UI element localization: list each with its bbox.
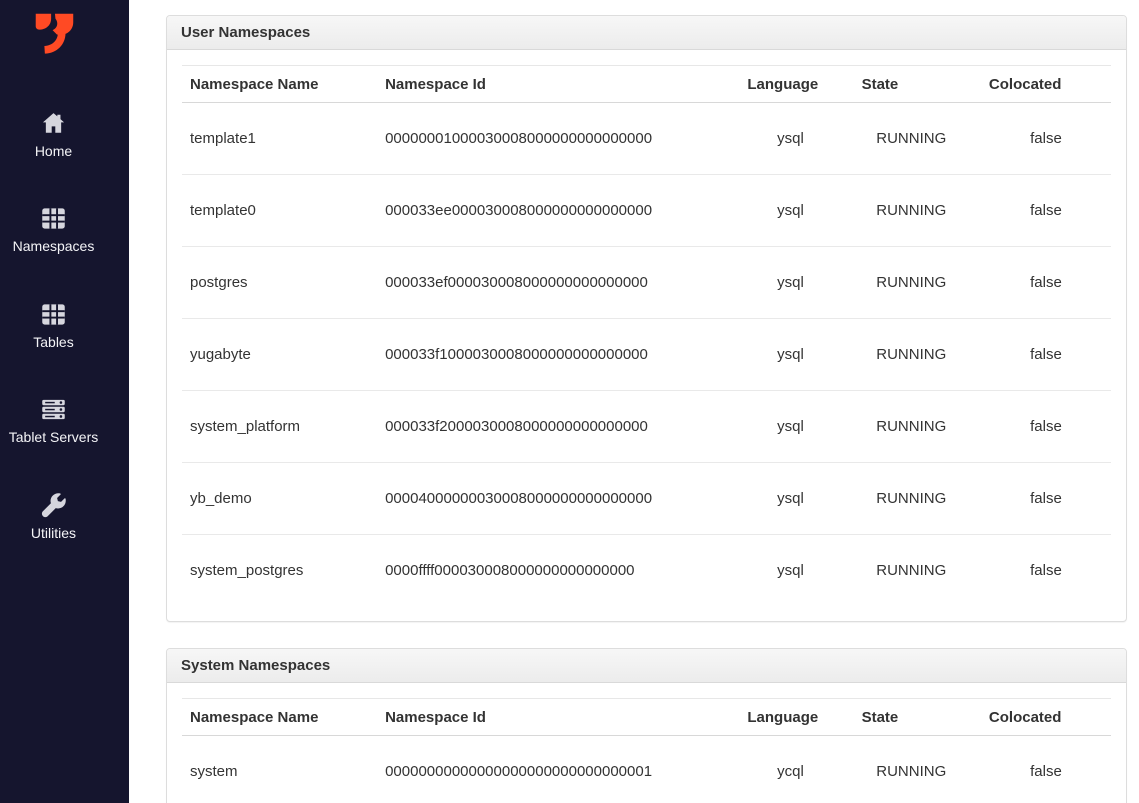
cell-namespace-name: template1 [182,103,377,175]
user-namespaces-table [182,65,1111,606]
table-row [182,535,1111,607]
table-row [182,247,1111,319]
table-header-row [182,66,1111,103]
cell-colocated: false [981,463,1111,535]
col-header-state: State [842,66,981,103]
col-header-namespace-name: Namespace Name [182,699,377,736]
panel-title: User Namespaces [167,16,1126,50]
panel-title: System Namespaces [167,649,1126,683]
cell-namespace-name: system_platform [182,391,377,463]
col-header-language: Language [739,699,841,736]
col-header-namespace-id: Namespace Id [377,699,739,736]
cell-namespace-id: 000033ef000030008000000000000000 [377,247,739,319]
col-header-language: Language [739,66,841,103]
table-grid-icon [40,205,67,232]
table-row [182,463,1111,535]
system-namespaces-panel [166,648,1127,803]
table-row [182,103,1111,175]
sidebar-item-home[interactable] [9,110,98,159]
cell-namespace-id: 00004000000030008000000000000000 [377,463,739,535]
cell-namespace-id: 000033f1000030008000000000000000 [377,319,739,391]
panel-body [167,50,1126,621]
sidebar-item-label: Home [34,143,73,159]
sidebar-item-tablet-servers[interactable] [9,396,98,445]
sidebar-item-label: Utilities [30,524,77,541]
cell-state: RUNNING [842,391,981,463]
cell-namespace-id: 00000000000000000000000000000001 [377,736,739,803]
cell-namespace-name: yugabyte [182,319,377,391]
cell-namespace-id: 000033f2000030008000000000000000 [377,391,739,463]
home-icon [40,110,67,137]
cell-language: ysql [739,463,841,535]
col-header-colocated: Colocated [981,699,1111,736]
sidebar-item-label: Namespaces [12,238,95,255]
cell-colocated: false [981,247,1111,319]
table-row [182,736,1111,803]
cell-state: RUNNING [842,535,981,607]
cell-state: RUNNING [842,736,981,803]
sidebar-item-label: Tablet Servers [8,429,99,446]
table-grid-icon [40,301,67,328]
cell-colocated: false [981,103,1111,175]
cell-namespace-name: postgres [182,247,377,319]
main-content [129,0,1139,803]
cell-state: RUNNING [842,103,981,175]
server-stack-icon [40,396,67,423]
cell-colocated: false [981,319,1111,391]
wrench-icon [40,492,67,519]
cell-colocated: false [981,391,1111,463]
sidebar-item-label: Tables [33,333,74,350]
cell-state: RUNNING [842,319,981,391]
cell-language: ysql [739,175,841,247]
cell-namespace-id: 00000001000030008000000000000000 [377,103,739,175]
sidebar-item-tables[interactable] [9,301,98,350]
cell-language: ysql [739,103,841,175]
table-row [182,319,1111,391]
table-row [182,175,1111,247]
col-header-colocated: Colocated [981,66,1111,103]
sidebar-nav [9,110,98,587]
cell-language: ysql [739,535,841,607]
system-namespaces-table [182,698,1111,803]
cell-namespace-name: system_postgres [182,535,377,607]
cell-colocated: false [981,736,1111,803]
sidebar [0,0,129,803]
cell-language: ysql [739,391,841,463]
col-header-namespace-name: Namespace Name [182,66,377,103]
table-header-row [182,699,1111,736]
cell-namespace-name: yb_demo [182,463,377,535]
panel-body [167,683,1126,803]
cell-language: ysql [739,319,841,391]
cell-state: RUNNING [842,463,981,535]
cell-language: ycql [739,736,841,803]
yugabyte-logo[interactable] [29,8,79,62]
cell-state: RUNNING [842,247,981,319]
user-namespaces-panel [166,15,1127,622]
sidebar-item-namespaces[interactable] [9,205,98,254]
table-row [182,391,1111,463]
cell-namespace-name: system [182,736,377,803]
col-header-state: State [842,699,981,736]
cell-namespace-id: 0000ffff000030008000000000000000 [377,535,739,607]
cell-colocated: false [981,175,1111,247]
cell-colocated: false [981,535,1111,607]
cell-language: ysql [739,247,841,319]
col-header-namespace-id: Namespace Id [377,66,739,103]
cell-namespace-id: 000033ee000030008000000000000000 [377,175,739,247]
sidebar-item-utilities[interactable] [9,492,98,541]
cell-state: RUNNING [842,175,981,247]
yugabyte-logo-icon [29,8,79,58]
cell-namespace-name: template0 [182,175,377,247]
